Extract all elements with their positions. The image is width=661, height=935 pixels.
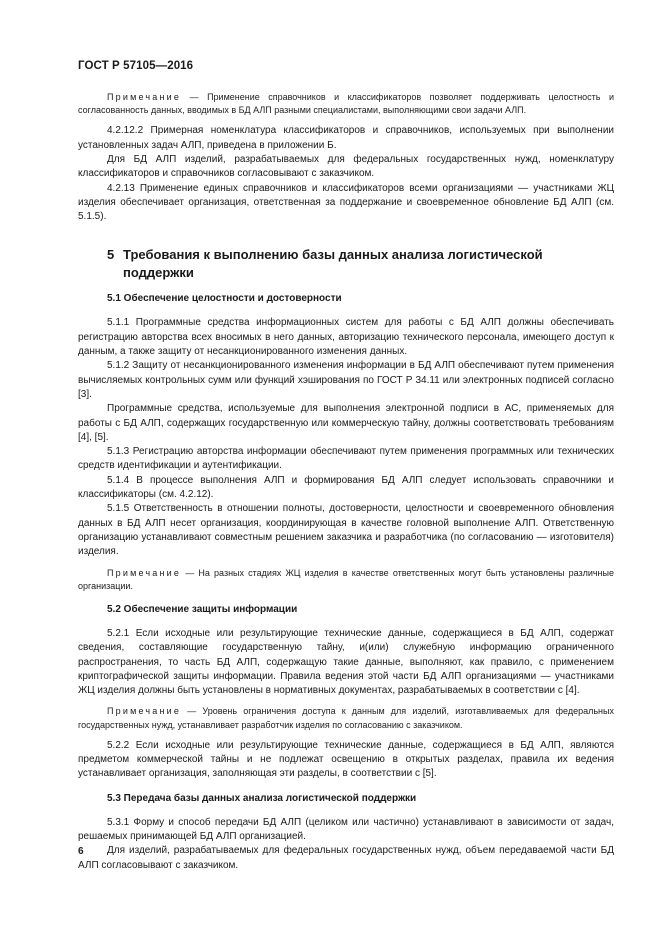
paragraph: 5.1.3 Регистрацию авторства информации обеспечивают путем применения программных или технических средств идентификации и аутентификации. — [78, 446, 614, 472]
paragraph: 5.3.1 Форму и способ передачи БД АЛП (целиком или частично) устанавливают в зависимости от задач, решаемых принимающей БД АЛП организацией. — [78, 816, 614, 843]
spacer — [78, 782, 614, 792]
section-title-line-2: поддержки — [123, 265, 194, 281]
subsection-heading: 5.3 Передача базы данных анализа логистической поддержки — [107, 792, 417, 804]
subsection-heading: 5.2 Обеспечение защиты информации — [107, 603, 298, 615]
spacer — [78, 593, 614, 603]
document-code-header: ГОСТ Р 57105—2016 — [78, 60, 194, 72]
paragraph: 5.1.4 В процессе выполнения АЛП и формирования БД АЛП следует использовать справочники и классификаторы (см. 4.2.12). — [78, 474, 614, 501]
paragraph: 5.1.5 Ответственность в отношении полноты, достоверности, целостности и своевременного обновления данных в БД АЛП несет организация, координирующая в качестве головной выполнение АЛП. Ответственную организацию устанавливают совместным решением заказчика и разработчика (по согласованию — изготовителя) изделия. — [78, 503, 614, 558]
document-body — [78, 91, 614, 873]
section-number: 5 — [107, 247, 115, 263]
note-text: — Уровень ограничения доступа к данным для изделий, изготавливаемых для федеральных государственных нужд, устанавливает разработчик изделия по согласованию с заказчиком. — [78, 706, 614, 730]
spacer — [78, 560, 614, 567]
spacer — [78, 282, 614, 292]
paragraph: 4.2.13 Применение единых справочников и классификаторов всеми организациями — участниками ЖЦ изделия обеспечивает организация, ответственная за поддержание и своевременное обновление БД АЛП (см. 5.1.5). — [78, 182, 614, 223]
note-text: — На разных стадиях ЖЦ изделия в качестве ответственных могут быть установлены различные организации. — [78, 567, 614, 591]
note-label: Примечание — [107, 706, 182, 717]
paragraph: 5.1.2 Защиту от несанкционированного изменения информации в БД АЛП обеспечивают путем применения вычисляемых контрольных сумм или функций хэширования по ГОСТ Р 34.11 или электронных подписей согласно [3]. — [78, 360, 614, 400]
note-text: — Применение справочников и классификаторов позволяет поддерживать целостность и согласованность данных, вводимых в БД АЛП разными специалистами, выполняющими свои задачи АЛП. — [78, 92, 614, 116]
paragraph: Для БД АЛП изделий, разрабатываемых для федеральных государственных нужд, номенклатуру классификаторов и справочников согласовывают с заказчиком. — [78, 154, 614, 180]
page-number: 6 — [78, 846, 84, 857]
section-heading — [78, 246, 614, 282]
paragraph: 5.1.1 Программные средства информационных систем для работы с БД АЛП должны обеспечивать регистрацию авторства всех вносимых в него данных, авторизацию технического персонала, имеющего доступ к данным, а также защиту от несанкционированного изменения данных. — [78, 317, 614, 358]
note-paragraph — [78, 567, 614, 593]
spacer — [78, 617, 614, 627]
paragraph: 5.2.2 Если исходные или результирующие технические данные, содержащиеся в БД АЛП, являются предметом коммерческой тайны и не подлежат освещению в открытых разделах, правила их ведения устанавливает организация, заполняющая эти разделы, в соответствии с [5]. — [78, 739, 614, 780]
note-paragraph — [78, 91, 614, 117]
spacer — [78, 806, 614, 816]
spacer — [78, 732, 614, 739]
spacer — [78, 306, 614, 316]
paragraph: Для изделий, разрабатываемых для федеральных государственных нужд, объем передаваемой части БД АЛП согласовывают с заказчиком. — [78, 845, 614, 871]
note-label: Примечание — [107, 92, 182, 102]
spacer — [78, 698, 614, 705]
paragraph: 4.2.12.2 Примерная номенклатура классификаторов и справочников, используемых при выполнении установленных задач АЛП, приведена в приложении Б. — [78, 125, 614, 151]
spacer — [78, 224, 614, 246]
section-title-line-1: Требования к выполнению базы данных анализа логистической — [123, 247, 543, 263]
paragraph: Программные средства, используемые для выполнения электронной подписи в АС, применяемых для работы с БД АЛП, содержащих государственную или коммерческую тайну, должны соответствовать требованиям [4], [5]. — [78, 403, 614, 443]
note-label: Примечание — [107, 567, 182, 578]
paragraph: 5.2.1 Если исходные или результирующие технические данные, содержащиеся в БД АЛП, содержат сведения, составляющие государственную тайну, и(или) служебную информацию ограниченного распространения, то часть БД АЛП, содержащую такие данные, выполняют, как правило, с применением криптографической защиты информации. Правила ведения этой части БД АЛП организациями — участниками ЖЦ изделия должны быть установлены в нормативных документах, разрабатываемых в соответствии с [4]. — [78, 627, 614, 697]
subsection-heading: 5.1 Обеспечение целостности и достоверности — [107, 293, 342, 305]
spacer — [78, 117, 614, 124]
note-paragraph — [78, 705, 614, 731]
